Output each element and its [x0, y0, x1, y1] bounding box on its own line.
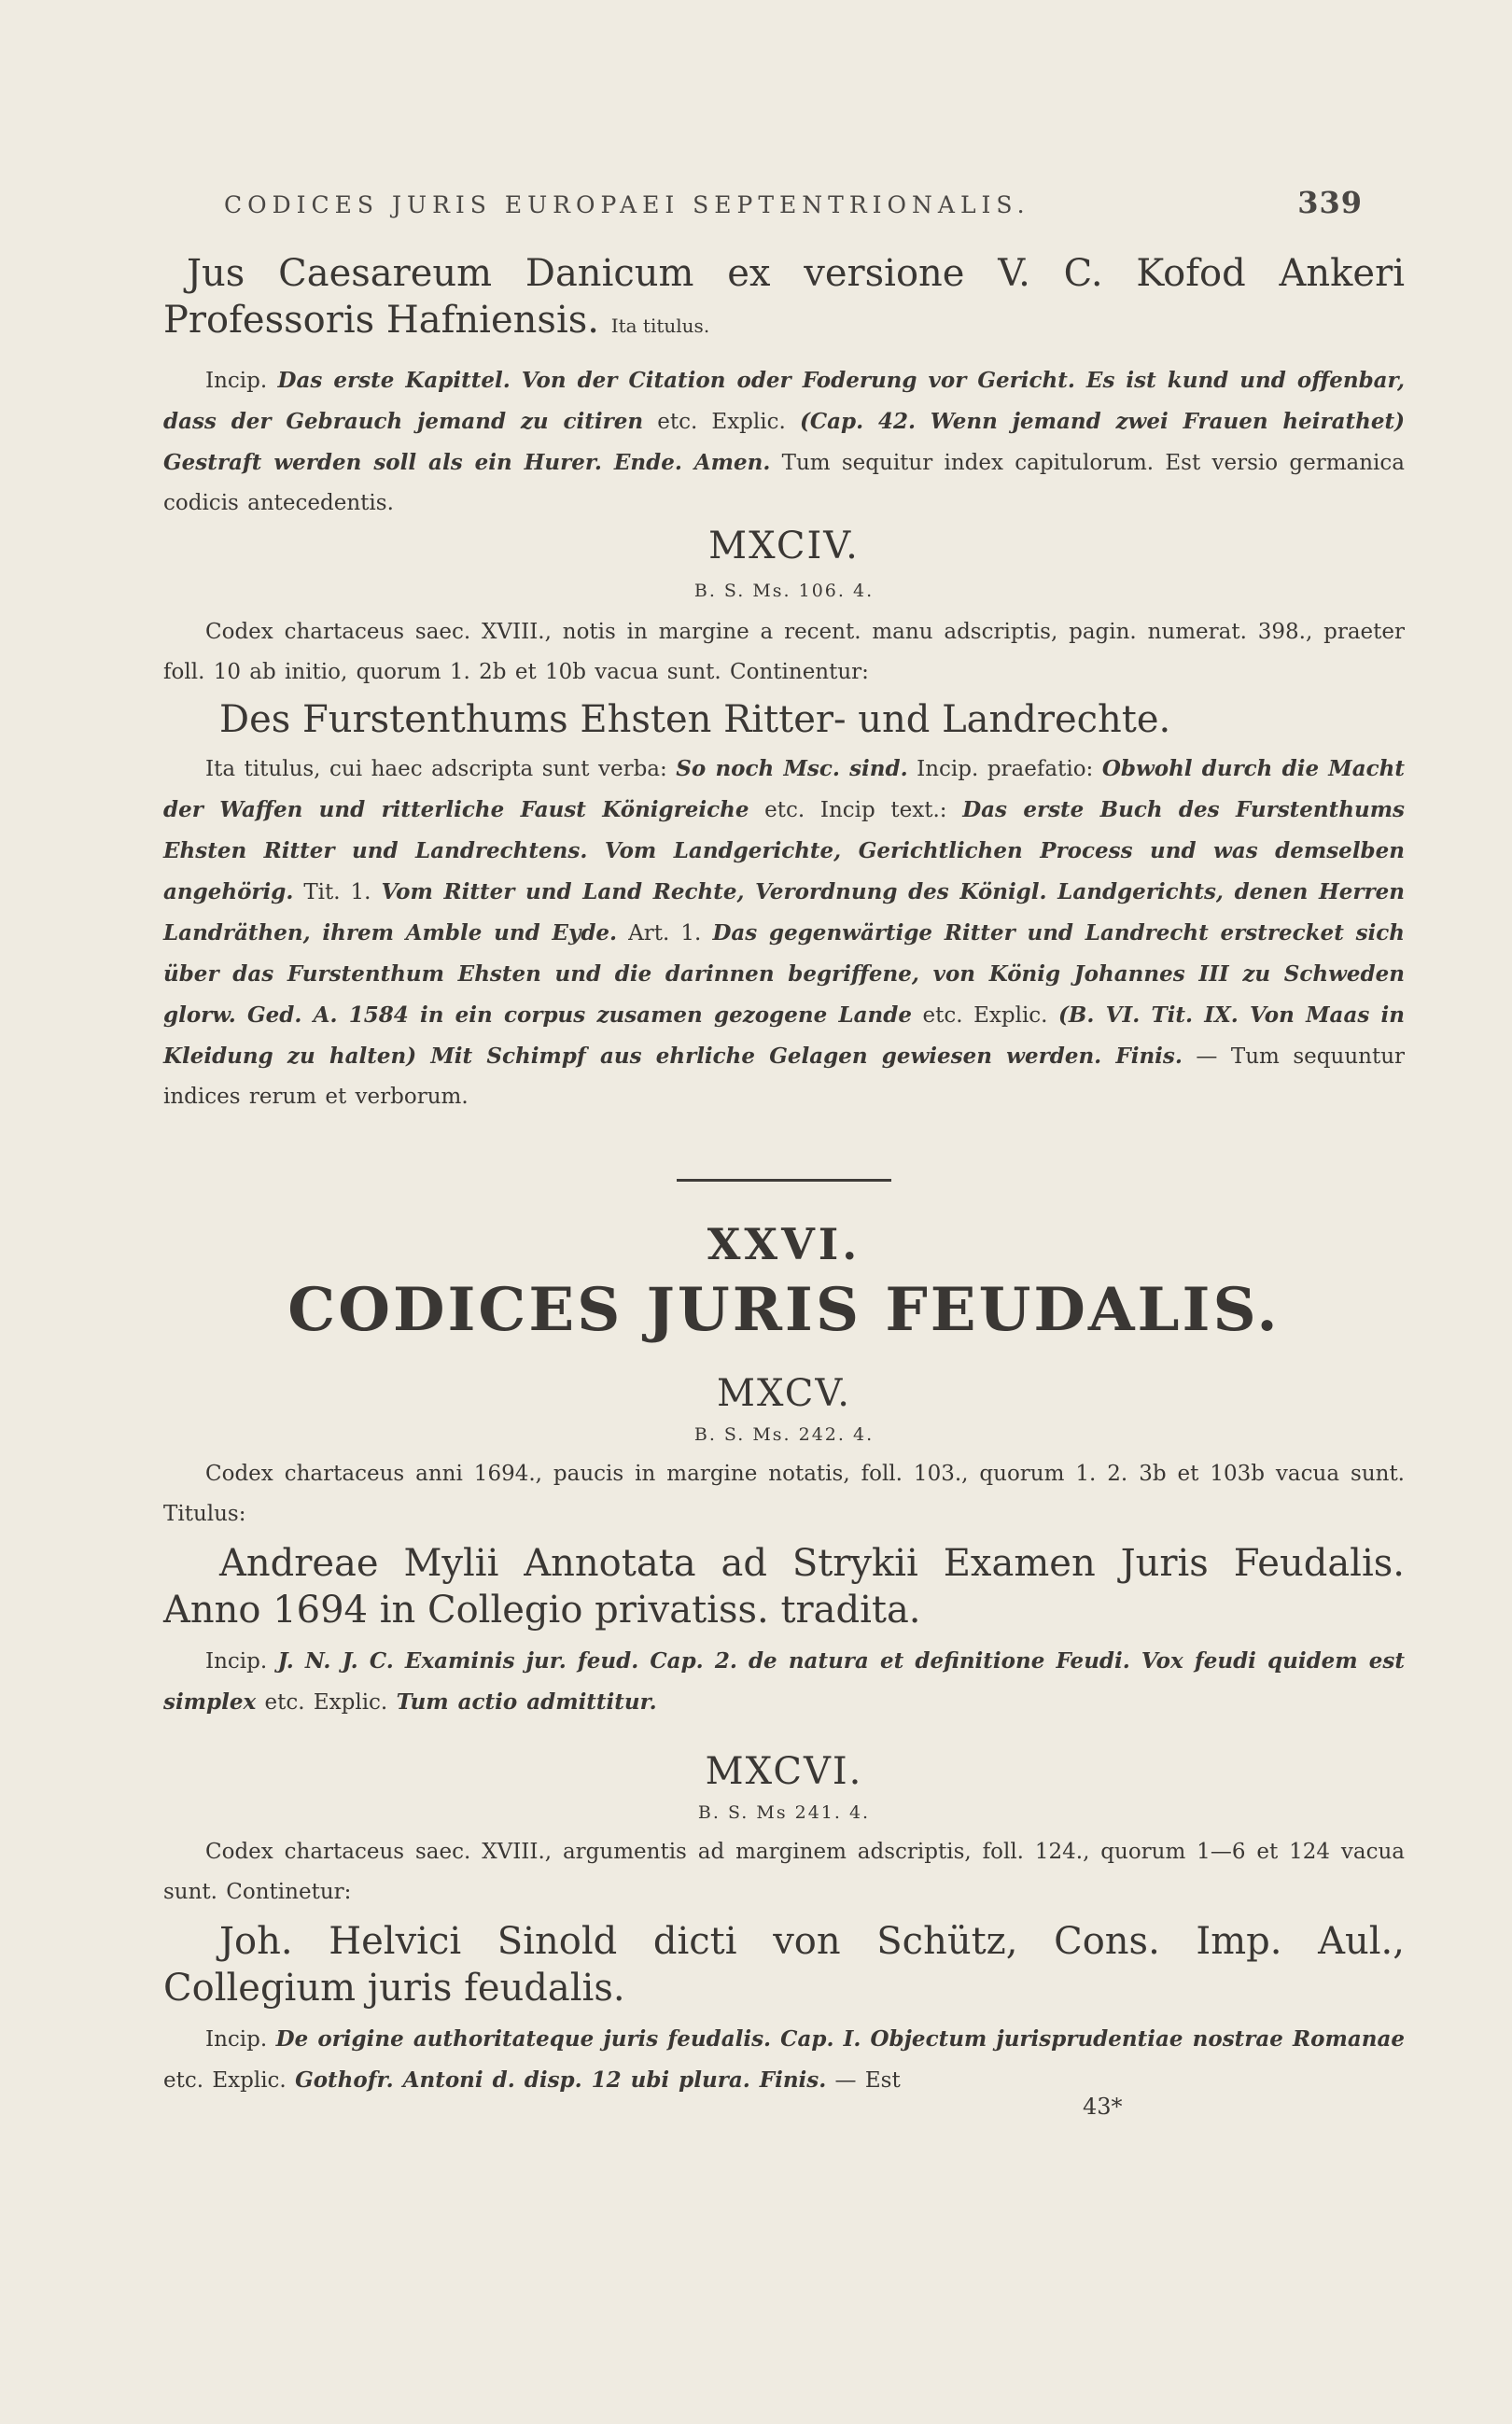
part-title: CODICES JURIS FEUDALIS.: [287, 1275, 1281, 1345]
codex-description: Codex chartaceus saec. XVIII., argumentis ad marginem adscriptis, foll. 124., quorum 1—6 et 124 vacua sunt. Continetur:: [163, 1840, 1405, 1904]
part-heading: [163, 1179, 1405, 1345]
codex-description: Codex chartaceus saec. XVIII., notis in margine a recent. manu adscriptis, pagin. numerat. 398., praeter foll. 10 ab initio, quorum 1. 2b et 10b vacua sunt. Continentur:: [163, 620, 1405, 684]
incipit-paragraph: Incip. De origine authoritateque juris feudalis. Cap. I. Objectum jurisprudentiae nostrae Romanae etc. Explic. Gothofr. Antoni d. disp. 12 ubi plura. Finis. — Est: [163, 2026, 1406, 2093]
incipit-paragraph: Incip. Das erste Kapittel. Von der Citation oder Foderung vor Gericht. Es ist kund und offenbar, dass der Gebrauch jemand zu citiren etc. Explic. (Cap. 42. Wenn jemand zwei Frauen heirathet) Gestraft werden soll als ein Hurer. Ende. Amen. Tum sequitur index capitulorum. Est versio germanica codicis antecedentis.: [163, 368, 1406, 515]
incipit-paragraph: Ita titulus, cui haec adscripta sunt verba: So noch Msc. sind. Incip. praefatio: Obwohl durch die Macht der Waffen und ritterliche Faust Königreiche etc. Incip text.: Das erste Buch des Furstenthums Ehsten Ritter und Landrechtens. Vom Landgerichte, Gerichtlichen Process und was demselben angehörig. Tit. 1. Vom Ritter und Land Rechte, Verordnung des Königl. Landgerichts, denen Herren Landräthen, ihrem Amble und Eyde. Art. 1. Das gegenwärtige Ritter und Landrecht erstrecket sich über das Furstenthum Ehsten und die darinnen begriffene, von König Johannes III zu Schweden glorw. Ged. A. 1584 in ein corpus zusamen gezogene Lande etc. Explic. (B. VI. Tit. IX. Von Maas in Kleidung zu halten) Mit Schimpf aus ehrliche Gelagen gewiesen werden. Finis. — Tum sequuntur indices rerum et verborum.: [163, 756, 1406, 1109]
block-jus-caesareum: [163, 250, 1405, 524]
running-title: CODICES JURIS EUROPAEI SEPTENTRIONALIS.: [224, 191, 1030, 218]
work-title: Joh. Helvici Sinold dicti von Schütz, Cons. Imp. Aul., Collegium juris feudalis.: [163, 1920, 1405, 2010]
work-title: Andreae Mylii Annotata ad Strykii Examen Juris Feudalis. Anno 1694 in Collegio privatiss. tradita.: [163, 1542, 1405, 1632]
entry-mxcvi: [163, 1750, 1405, 2101]
sheet-signature: 43*: [1083, 2094, 1123, 2120]
entry-mxciv: [163, 525, 1405, 1117]
entry-number: MXCVI.: [705, 1750, 863, 1793]
shelfmark: B. S. Ms 241. 4.: [697, 1802, 871, 1823]
entry-number: MXCIV.: [708, 525, 860, 567]
work-title: Des Furstenthums Ehsten Ritter- und Landrechte.: [219, 698, 1171, 741]
entry-number: MXCV.: [717, 1372, 851, 1415]
page-number: 339: [1297, 185, 1363, 220]
divider-rule: [677, 1179, 891, 1182]
work-title: Jus Caesareum Danicum ex versione V. C. Kofod Ankeri Professoris Hafniensis. Ita titulus.: [163, 252, 1405, 342]
running-head: [224, 185, 1363, 220]
codex-description: Codex chartaceus anni 1694., paucis in margine notatis, foll. 103., quorum 1. 2. 3b et 103b vacua sunt. Titulus:: [163, 1462, 1405, 1526]
entry-mxcv: [163, 1372, 1405, 1723]
incipit-paragraph: Incip. J. N. J. C. Examinis jur. feud. Cap. 2. de natura et definitione Feudi. Vox feudi quidem est simplex etc. Explic. Tum actio admittitur.: [163, 1648, 1405, 1715]
shelfmark: B. S. Ms. 242. 4.: [693, 1424, 875, 1445]
shelfmark: B. S. Ms. 106. 4.: [693, 581, 875, 601]
part-number: XXVI.: [707, 1219, 861, 1269]
